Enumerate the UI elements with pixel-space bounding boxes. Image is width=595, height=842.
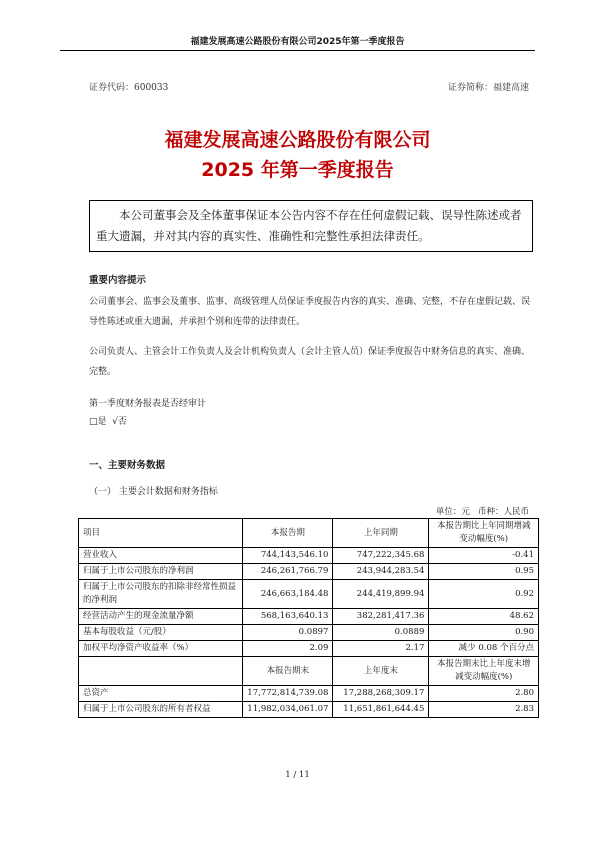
table-cell: 11,651,861,644.45 [333, 702, 429, 718]
table-cell: 基本每股收益（元/股） [79, 625, 243, 641]
table-row [79, 580, 539, 609]
table-header-cell: 本报告期末比上年度末增减变动幅度(%) [429, 657, 539, 686]
table-row [79, 548, 539, 564]
table-cell: 0.0897 [243, 625, 333, 641]
table-header-cell: 本报告期末 [243, 657, 333, 686]
table-units: 单位：元 币种：人民币 [435, 507, 529, 517]
table-cell: -0.41 [429, 548, 539, 564]
important-para-2: 公司负责人、主管会计工作负责人及会计机构负责人（会计主管人员）保证季度报告中财务信息的真实、准确、完整。 [89, 347, 531, 377]
table-header-cell: 上年度末 [333, 657, 429, 686]
table-cell: 营业收入 [79, 548, 243, 564]
table-cell: 382,281,417.36 [333, 609, 429, 625]
table-cell: 17,288,268,309.17 [333, 686, 429, 702]
report-title-period: 2025 年第一季度报告 [201, 159, 394, 181]
table-cell: 归属于上市公司股东的所有者权益 [79, 702, 243, 718]
table-row [79, 686, 539, 702]
table-cell: 经营活动产生的现金流量净额 [79, 609, 243, 625]
table-header-cell: 上年同期 [333, 519, 429, 548]
table-row [79, 702, 539, 718]
table-header-row [79, 657, 539, 686]
board-statement-box: 本公司董事会及全体董事保证本公告内容不存在任何虚假记载、误导性陈述或者重大遗漏，并对其内容的真实性、准确性和完整性承担法律责任。 [89, 200, 533, 252]
important-heading: 重要内容提示 [89, 275, 147, 286]
table-header-cell: 本报告期 [243, 519, 333, 548]
table-cell: 归属于上市公司股东的扣除非经常性损益的净利润 [79, 580, 243, 609]
table-cell: 2.83 [429, 702, 539, 718]
table-cell: 244,419,899.94 [333, 580, 429, 609]
audit-answer: □是 √否 [89, 417, 127, 427]
table-cell: 0.92 [429, 580, 539, 609]
table-cell: 243,944,283.54 [333, 564, 429, 580]
audit-question: 第一季度财务报表是否经审计 [89, 399, 207, 409]
running-header: 福建发展高速公路股份有限公司2025年第一季度报告 [60, 34, 535, 51]
table-cell: 744,143,546.10 [243, 548, 333, 564]
subsection-heading-key-indicators: （一） 主要会计数据和财务指标 [89, 487, 218, 497]
financial-data-table [78, 518, 539, 718]
table-cell: 减少 0.08 个百分点 [429, 641, 539, 657]
table-row [79, 609, 539, 625]
section-heading-financial-data: 一、主要财务数据 [89, 460, 166, 471]
important-para-1: 公司董事会、监事会及董事、监事、高级管理人员保证季度报告内容的真实、准确、完整，不存在虚假记载、误导性陈述或重大遗漏，并承担个别和连带的法律责任。 [89, 297, 531, 327]
page-number: 1 / 11 [285, 770, 310, 780]
table-header-row [79, 519, 539, 548]
table-cell: 归属于上市公司股东的净利润 [79, 564, 243, 580]
table-cell: 568,163,640.13 [243, 609, 333, 625]
table-cell: 747,222,345.68 [333, 548, 429, 564]
table-cell: 2.17 [333, 641, 429, 657]
security-short-name: 证券简称：福建高速 [447, 83, 529, 93]
table-cell: 11,982,034,061.07 [243, 702, 333, 718]
table-cell: 0.90 [429, 625, 539, 641]
table-cell: 246,261,766.79 [243, 564, 333, 580]
table-header-cell: 项目 [79, 519, 243, 548]
report-title-company: 福建发展高速公路股份有限公司 [164, 129, 431, 151]
table-cell: 0.95 [429, 564, 539, 580]
table-cell: 2.09 [243, 641, 333, 657]
table-cell: 加权平均净资产收益率（%） [79, 641, 243, 657]
table-row [79, 625, 539, 641]
table-cell: 0.0889 [333, 625, 429, 641]
table-row [79, 564, 539, 580]
table-cell: 2.80 [429, 686, 539, 702]
security-code: 证券代码：600033 [89, 83, 169, 93]
table-cell: 总资产 [79, 686, 243, 702]
table-cell: 17,772,814,739.08 [243, 686, 333, 702]
table-cell: 48.62 [429, 609, 539, 625]
table-row [79, 641, 539, 657]
table-header-cell [79, 657, 243, 686]
table-cell: 246,663,184.48 [243, 580, 333, 609]
table-header-cell: 本报告期比上年同期增减变动幅度(%) [429, 519, 539, 548]
